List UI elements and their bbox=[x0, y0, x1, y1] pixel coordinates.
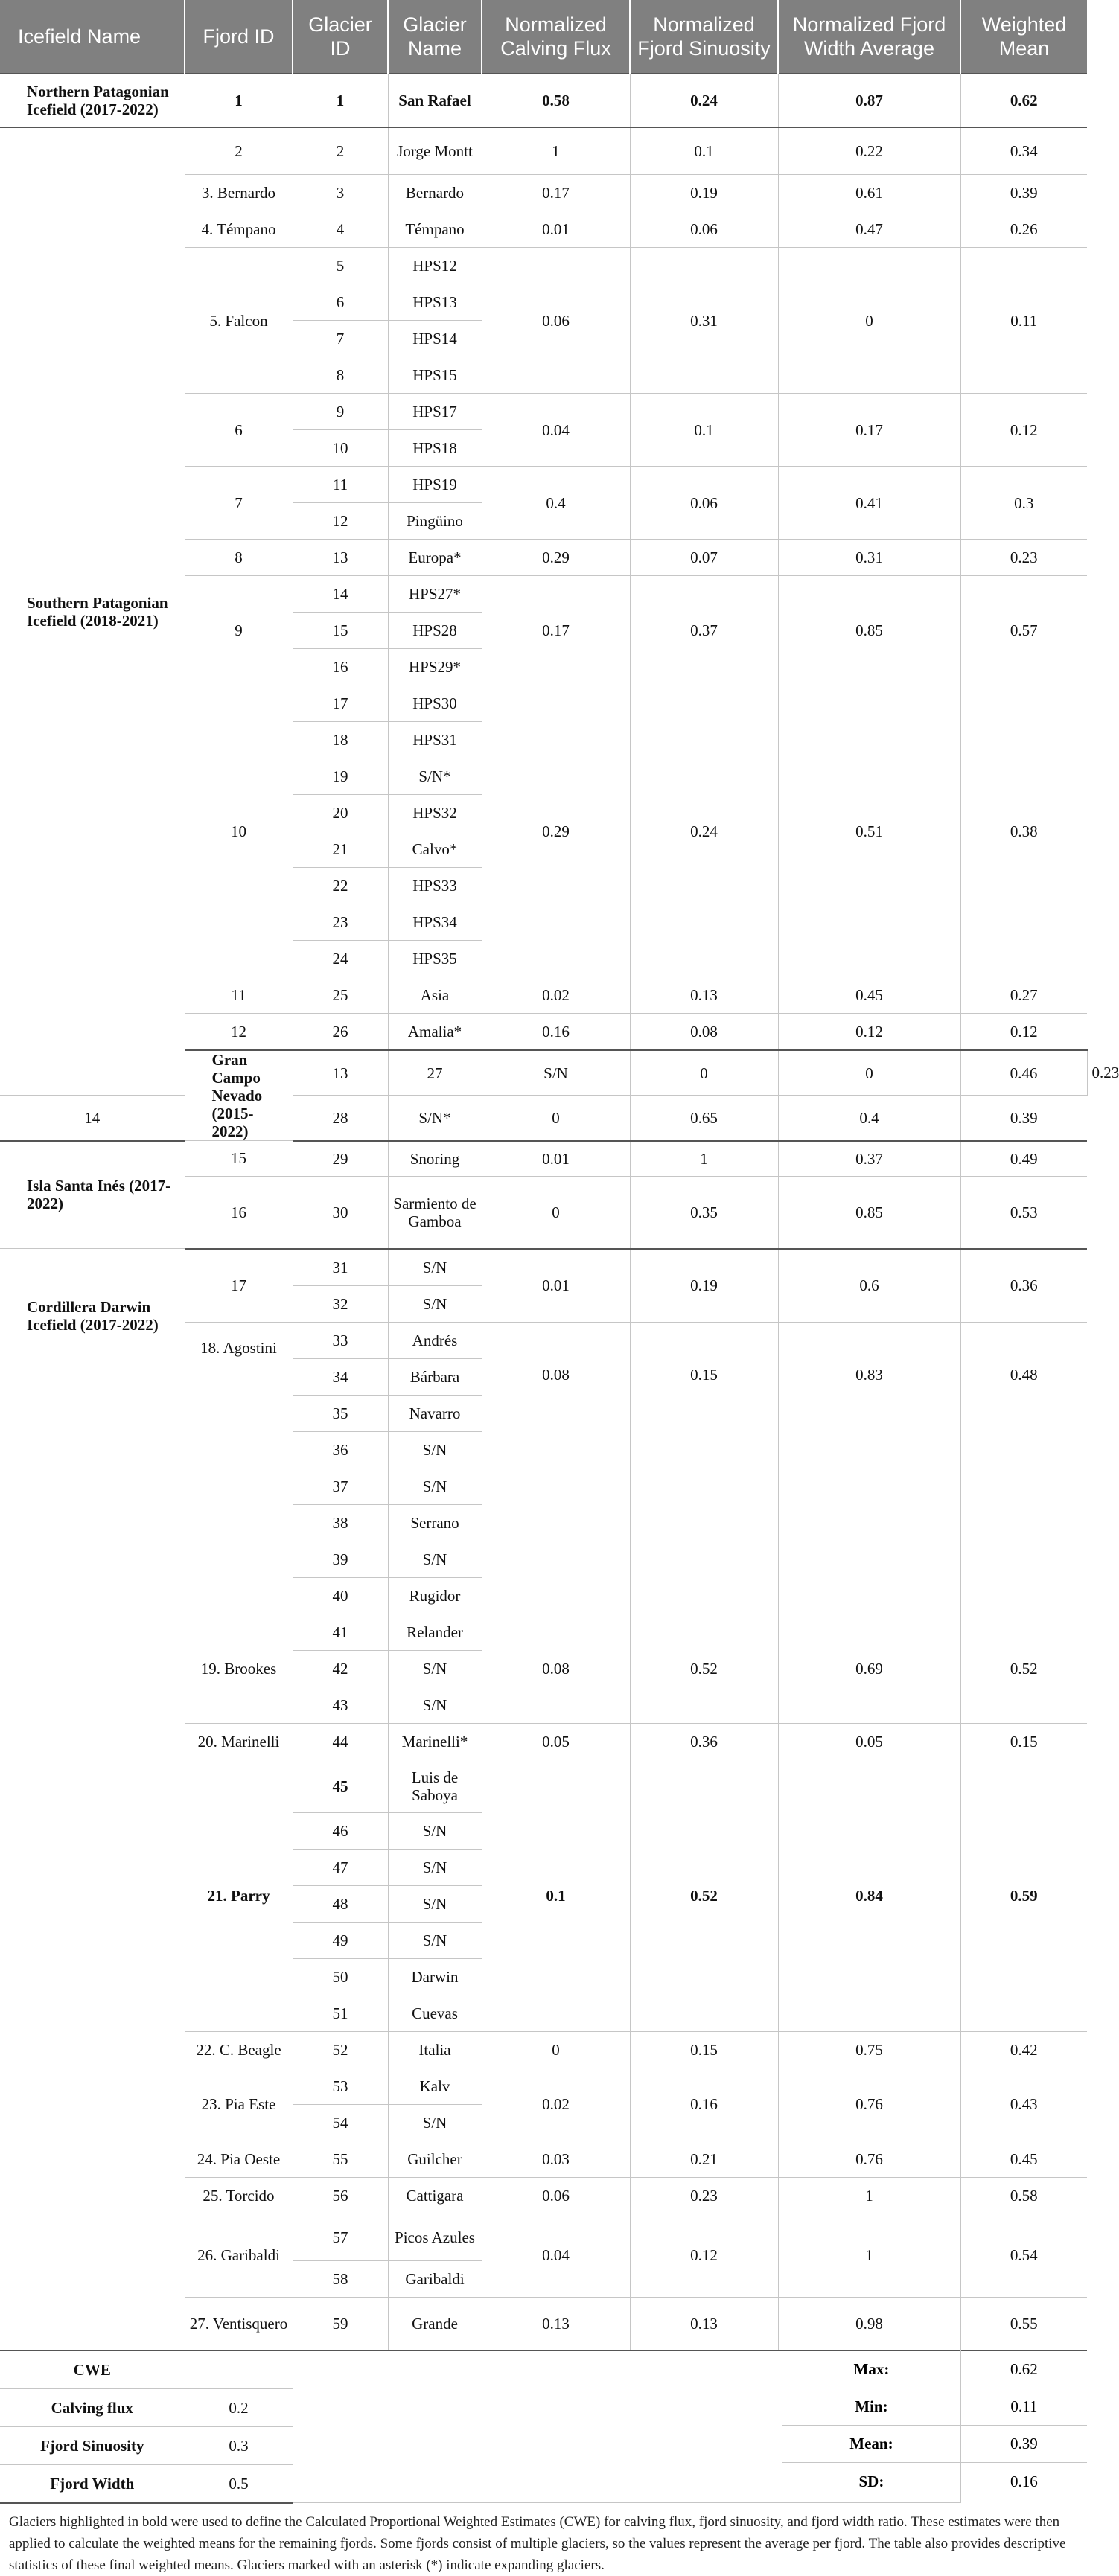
glacier-name: Marinelli* bbox=[388, 1723, 482, 1760]
fjord-sinuosity: 0.1 bbox=[630, 127, 778, 175]
fjord-sinuosity: 0.24 bbox=[630, 685, 778, 977]
fjord-sinuosity: 0.07 bbox=[630, 540, 778, 576]
stats-sd-label: SD: bbox=[782, 2463, 960, 2500]
weighted-mean: 0.45 bbox=[960, 2141, 1087, 2177]
glacier-id: 40 bbox=[293, 1577, 388, 1614]
fjord-id: 26. Garibaldi bbox=[185, 2214, 293, 2297]
weighted-mean: 0.15 bbox=[960, 1723, 1087, 1760]
glacier-name: S/N bbox=[388, 1922, 482, 1958]
header-fjord-sinuosity: Normalized Fjord Sinuosity bbox=[630, 0, 778, 74]
glacier-name: HPS29* bbox=[388, 649, 482, 685]
calving-flux: 0.02 bbox=[482, 2068, 630, 2141]
glacier-id: 49 bbox=[293, 1922, 388, 1958]
glacier-name: Asia bbox=[388, 977, 482, 1014]
header-glacier-name: Glacier Name bbox=[388, 0, 482, 74]
fjord-sinuosity: 0.65 bbox=[630, 1096, 778, 1141]
glacier-id: 59 bbox=[293, 2297, 388, 2350]
fjord-sinuosity: 0.37 bbox=[630, 576, 778, 685]
fjord-id: 19. Brookes bbox=[185, 1614, 293, 1723]
fjord-width: 0.31 bbox=[778, 540, 960, 576]
icefield-name-spi: Southern Patagonian Icefield (2018-2021) bbox=[0, 127, 185, 1096]
table-row bbox=[0, 74, 1087, 127]
glacier-name: S/N bbox=[482, 1050, 630, 1096]
calving-flux: 1 bbox=[482, 127, 630, 175]
glacier-name: HPS35 bbox=[388, 941, 482, 977]
glacier-name: HPS33 bbox=[388, 868, 482, 904]
weighted-mean: 0.36 bbox=[960, 1249, 1087, 1323]
cwe-sinuosity-label: Fjord Sinuosity bbox=[0, 2426, 185, 2464]
glacier-id: 21 bbox=[293, 831, 388, 868]
glacier-id: 34 bbox=[293, 1358, 388, 1395]
fjord-sinuosity: 0.15 bbox=[630, 2031, 778, 2068]
glacier-id: 50 bbox=[293, 1958, 388, 1995]
glacier-name: HPS32 bbox=[388, 795, 482, 831]
glacier-id: 25 bbox=[293, 977, 388, 1014]
stats-min-label: Min: bbox=[782, 2388, 960, 2425]
weighted-mean: 0.39 bbox=[960, 175, 1087, 211]
calving-flux: 0.58 bbox=[482, 74, 630, 127]
glacier-name: HPS14 bbox=[388, 321, 482, 357]
weighted-mean: 0.42 bbox=[960, 2031, 1087, 2068]
glacier-name: Luis de Saboya bbox=[388, 1760, 482, 1812]
glacier-id: 52 bbox=[293, 2031, 388, 2068]
fjord-sinuosity: 0.52 bbox=[630, 1760, 778, 2031]
glacier-id: 57 bbox=[293, 2214, 388, 2260]
stats-sd-value: 0.16 bbox=[960, 2463, 1087, 2500]
calving-flux: 0.29 bbox=[482, 685, 630, 977]
fjord-sinuosity: 0.19 bbox=[630, 175, 778, 211]
glacier-id: 36 bbox=[293, 1431, 388, 1468]
glacier-id: 48 bbox=[293, 1885, 388, 1922]
glacier-id: 35 bbox=[293, 1395, 388, 1431]
fjord-id: 8 bbox=[185, 540, 293, 576]
calving-flux: 0.1 bbox=[482, 1760, 630, 2031]
glacier-name: Guilcher bbox=[388, 2141, 482, 2177]
glacier-name: S/N bbox=[388, 1431, 482, 1468]
glacier-name: HPS17 bbox=[388, 394, 482, 430]
calving-flux: 0.08 bbox=[482, 1614, 630, 1723]
stats-panel bbox=[782, 2350, 1087, 2500]
glacier-name: Europa* bbox=[388, 540, 482, 576]
fjord-id: 18. Agostini bbox=[185, 1322, 293, 1614]
glacier-name: Bárbara bbox=[388, 1358, 482, 1395]
fjord-id: 14 bbox=[0, 1096, 185, 1141]
fjord-width: 0.51 bbox=[778, 685, 960, 977]
calving-flux: 0.05 bbox=[482, 1723, 630, 1760]
fjord-id: 5. Falcon bbox=[185, 248, 293, 394]
glacier-name: Relander bbox=[388, 1614, 482, 1650]
fjord-id: 6 bbox=[185, 394, 293, 467]
glacier-id: 51 bbox=[293, 1995, 388, 2031]
calving-flux: 0.02 bbox=[482, 977, 630, 1014]
fjord-sinuosity: 0.19 bbox=[630, 1249, 778, 1323]
table-row: Gran Campo Nevado (2015-2022) 13 27 S/N 0 0 0.46 0.23 bbox=[0, 1050, 1087, 1096]
glacier-name: S/N bbox=[388, 1885, 482, 1922]
calving-flux: 0 bbox=[482, 1176, 630, 1249]
weighted-mean: 0.11 bbox=[960, 248, 1087, 394]
glacier-id: 58 bbox=[293, 2260, 388, 2297]
fjord-width: 0.17 bbox=[778, 394, 960, 467]
glacier-id: 53 bbox=[293, 2068, 388, 2104]
glacier-name: S/N bbox=[388, 1812, 482, 1849]
glacier-name: Andrés bbox=[388, 1322, 482, 1358]
fjord-id: 4. Témpano bbox=[185, 211, 293, 248]
glacier-name: HPS31 bbox=[388, 722, 482, 758]
weighted-mean: 0.59 bbox=[960, 1760, 1087, 2031]
glacier-id: 20 bbox=[293, 795, 388, 831]
calving-flux: 0.17 bbox=[482, 576, 630, 685]
glacier-id: 23 bbox=[293, 904, 388, 941]
fjord-width: 0.83 bbox=[778, 1322, 960, 1614]
glacier-name: HPS13 bbox=[388, 284, 482, 321]
glacier-id: 14 bbox=[293, 576, 388, 613]
calving-flux: 0.06 bbox=[482, 2177, 630, 2214]
header-weighted-mean: Weighted Mean bbox=[960, 0, 1087, 74]
calving-flux: 0.13 bbox=[482, 2297, 630, 2350]
fjord-width: 0.05 bbox=[778, 1723, 960, 1760]
table-row bbox=[0, 1249, 1087, 1286]
glacier-name: HPS15 bbox=[388, 357, 482, 394]
glacier-id: 3 bbox=[293, 175, 388, 211]
glacier-id: 54 bbox=[293, 2104, 388, 2141]
fjord-id: 1 bbox=[185, 74, 293, 127]
glacier-name: HPS28 bbox=[388, 613, 482, 649]
glacier-id: 18 bbox=[293, 722, 388, 758]
fjord-id: 7 bbox=[185, 467, 293, 540]
stats-mean-value: 0.39 bbox=[960, 2426, 1087, 2462]
weighted-mean: 0.12 bbox=[960, 394, 1087, 467]
glacier-name: S/N* bbox=[388, 758, 482, 795]
fjord-width: 0.85 bbox=[778, 576, 960, 685]
fjord-sinuosity: 0.16 bbox=[630, 2068, 778, 2141]
calving-flux: 0.16 bbox=[482, 1014, 630, 1051]
fjord-id: 22. C. Beagle bbox=[185, 2031, 293, 2068]
stats-max-value: 0.62 bbox=[960, 2350, 1087, 2388]
fjord-sinuosity: 0.23 bbox=[630, 2177, 778, 2214]
glacier-id: 26 bbox=[293, 1014, 388, 1051]
fjord-sinuosity: 0 bbox=[778, 1050, 960, 1096]
icefield-name-isi: Isla Santa Inés (2017-2022) bbox=[0, 1141, 185, 1249]
cwe-calving-label: Calving flux bbox=[0, 2388, 185, 2426]
weighted-mean: 0.54 bbox=[960, 2214, 1087, 2297]
fjord-id: 16 bbox=[185, 1176, 293, 1249]
weighted-mean: 0.23 bbox=[960, 540, 1087, 576]
table-row bbox=[0, 127, 1087, 175]
fjord-width: 0.76 bbox=[778, 2141, 960, 2177]
fjord-width: 1 bbox=[778, 2177, 960, 2214]
glacier-name: Rugidor bbox=[388, 1577, 482, 1614]
glacier-name: S/N bbox=[388, 1285, 482, 1322]
weighted-mean: 0.52 bbox=[960, 1614, 1087, 1723]
glacier-id: 2 bbox=[293, 127, 388, 175]
glacier-id: 28 bbox=[293, 1096, 388, 1141]
fjord-width: 0.76 bbox=[778, 2068, 960, 2141]
fjord-width: 0.75 bbox=[778, 2031, 960, 2068]
calving-flux: 0.03 bbox=[482, 2141, 630, 2177]
header-fjord-id: Fjord ID bbox=[185, 0, 293, 74]
glacier-id: 29 bbox=[293, 1141, 388, 1177]
calving-flux: 0.04 bbox=[482, 394, 630, 467]
weighted-mean: 0.3 bbox=[960, 467, 1087, 540]
glacier-name: Serrano bbox=[388, 1504, 482, 1541]
glacier-id: 22 bbox=[293, 868, 388, 904]
glacier-id: 17 bbox=[293, 685, 388, 722]
glacier-id: 12 bbox=[293, 503, 388, 540]
fjord-id: 10 bbox=[185, 685, 293, 977]
fjord-width: 0.84 bbox=[778, 1760, 960, 2031]
glacier-name: S/N bbox=[388, 2104, 482, 2141]
header-icefield-name: Icefield Name bbox=[0, 0, 185, 74]
stats-row-min bbox=[782, 2388, 1087, 2426]
glacier-name: Cuevas bbox=[388, 1995, 482, 2031]
cwe-width-label: Fjord Width bbox=[0, 2464, 185, 2503]
glacier-name: Picos Azules bbox=[388, 2214, 482, 2260]
glacier-id: 56 bbox=[293, 2177, 388, 2214]
weighted-mean: 0.55 bbox=[960, 2297, 1087, 2350]
glacier-name: HPS34 bbox=[388, 904, 482, 941]
fjord-width: 0.41 bbox=[778, 467, 960, 540]
fjord-width: 0.69 bbox=[778, 1614, 960, 1723]
weighted-mean: 0.38 bbox=[960, 685, 1087, 977]
glacier-name: Sarmiento de Gamboa bbox=[388, 1176, 482, 1249]
fjord-sinuosity: 0.52 bbox=[630, 1614, 778, 1723]
glacier-id: 5 bbox=[293, 248, 388, 284]
calving-flux: 0.06 bbox=[482, 248, 630, 394]
glacier-name: S/N bbox=[388, 1249, 482, 1286]
fjord-id: 13 bbox=[293, 1050, 388, 1096]
weighted-mean: 0.62 bbox=[960, 74, 1087, 127]
table-header bbox=[0, 0, 1087, 74]
calving-flux: 0 bbox=[630, 1050, 778, 1096]
fjord-width: 0.98 bbox=[778, 2297, 960, 2350]
fjord-width: 0.45 bbox=[778, 977, 960, 1014]
fjord-id: 2 bbox=[185, 127, 293, 175]
fjord-sinuosity: 0.31 bbox=[630, 248, 778, 394]
glacier-name: HPS27* bbox=[388, 576, 482, 613]
glacier-id: 31 bbox=[293, 1249, 388, 1286]
table-footnote: Glaciers highlighted in bold were used to define the Calculated Proportional Weighted Estimates (CWE) for calving flux, fjord sinuosity, and fjord width ratio. These estimates were then applied to calculate the weighted means for the remaining fjords. Some fjords consist of multiple glaciers, so the values represent the average per fjord. The table also provides descriptive statistics of these final weighted means. Glaciers marked with an asterisk (*) indicate expanding glaciers. bbox=[9, 2514, 1066, 2573]
fjord-sinuosity: 0.12 bbox=[630, 2214, 778, 2297]
glacier-id: 13 bbox=[293, 540, 388, 576]
stats-row-sd bbox=[782, 2463, 1087, 2500]
glacier-id: 37 bbox=[293, 1468, 388, 1504]
fjord-id: 9 bbox=[185, 576, 293, 685]
weighted-mean: 0.48 bbox=[960, 1322, 1087, 1614]
fjord-id: 12 bbox=[185, 1014, 293, 1051]
fjord-sinuosity: 1 bbox=[630, 1141, 778, 1177]
fjord-width: 0.47 bbox=[778, 211, 960, 248]
icefield-name-npi: Northern Patagonian Icefield (2017-2022) bbox=[0, 74, 185, 127]
glacier-id: 1 bbox=[293, 74, 388, 127]
glacier-name: Pingüino bbox=[388, 503, 482, 540]
fjord-id: 17 bbox=[185, 1249, 293, 1323]
fjord-sinuosity: 0.06 bbox=[630, 211, 778, 248]
icefield-name-gcn: Gran Campo Nevado (2015-2022) bbox=[185, 1050, 293, 1141]
header-fjord-width: Normalized Fjord Width Average bbox=[778, 0, 960, 74]
glacier-id: 8 bbox=[293, 357, 388, 394]
fjord-width: 0.22 bbox=[778, 127, 960, 175]
glacier-id: 10 bbox=[293, 430, 388, 467]
calving-flux: 0.01 bbox=[482, 1141, 630, 1177]
fjord-width: 1 bbox=[778, 2214, 960, 2297]
calving-flux: 0.29 bbox=[482, 540, 630, 576]
glacier-id: 4 bbox=[293, 211, 388, 248]
fjord-width: 0.85 bbox=[778, 1176, 960, 1249]
weighted-mean: 0.27 bbox=[960, 977, 1087, 1014]
glacier-name: HPS18 bbox=[388, 430, 482, 467]
glacier-id: 27 bbox=[388, 1050, 482, 1096]
glacier-id: 42 bbox=[293, 1650, 388, 1687]
glacier-id: 15 bbox=[293, 613, 388, 649]
fjord-width: 0.12 bbox=[778, 1014, 960, 1051]
fjord-id: 15 bbox=[185, 1141, 293, 1177]
header-calving-flux: Normalized Calving Flux bbox=[482, 0, 630, 74]
glacier-name: Grande bbox=[388, 2297, 482, 2350]
fjord-sinuosity: 0.13 bbox=[630, 2297, 778, 2350]
fjord-id: 21. Parry bbox=[185, 1760, 293, 2031]
fjord-sinuosity: 0.35 bbox=[630, 1176, 778, 1249]
calving-flux: 0.17 bbox=[482, 175, 630, 211]
glacier-id: 47 bbox=[293, 1849, 388, 1885]
fjord-id: 11 bbox=[185, 977, 293, 1014]
weighted-mean: 0.12 bbox=[960, 1014, 1087, 1051]
glacier-name: S/N bbox=[388, 1650, 482, 1687]
glacier-id: 39 bbox=[293, 1541, 388, 1577]
glacier-name: HPS30 bbox=[388, 685, 482, 722]
glacier-id: 32 bbox=[293, 1285, 388, 1322]
glacier-id: 55 bbox=[293, 2141, 388, 2177]
calving-flux: 0.4 bbox=[482, 467, 630, 540]
calving-flux: 0 bbox=[482, 1096, 630, 1141]
calving-flux: 0.01 bbox=[482, 211, 630, 248]
glacier-name: Amalia* bbox=[388, 1014, 482, 1051]
glacier-id: 19 bbox=[293, 758, 388, 795]
cwe-width-value: 0.5 bbox=[185, 2464, 293, 2503]
glacier-id: 38 bbox=[293, 1504, 388, 1541]
glacier-id: 44 bbox=[293, 1723, 388, 1760]
glacier-id: 7 bbox=[293, 321, 388, 357]
weighted-mean: 0.43 bbox=[960, 2068, 1087, 2141]
glacier-id: 43 bbox=[293, 1687, 388, 1723]
glacier-name: Navarro bbox=[388, 1395, 482, 1431]
fjord-sinuosity: 0.08 bbox=[630, 1014, 778, 1051]
stats-mean-label: Mean: bbox=[782, 2426, 960, 2462]
calving-flux: 0.04 bbox=[482, 2214, 630, 2297]
fjord-sinuosity: 0.06 bbox=[630, 467, 778, 540]
glacier-name: Italia bbox=[388, 2031, 482, 2068]
calving-flux: 0.08 bbox=[482, 1322, 630, 1614]
glacier-name: Kalv bbox=[388, 2068, 482, 2104]
fjord-id: 27. Ventisquero bbox=[185, 2297, 293, 2350]
glacier-name: Cattigara bbox=[388, 2177, 482, 2214]
cwe-label: CWE bbox=[0, 2350, 185, 2389]
glacier-id: 6 bbox=[293, 284, 388, 321]
weighted-mean: 0.58 bbox=[960, 2177, 1087, 2214]
fjord-sinuosity: 0.1 bbox=[630, 394, 778, 467]
glacier-name: S/N bbox=[388, 1687, 482, 1723]
glacier-id: 9 bbox=[293, 394, 388, 430]
cwe-sinuosity-value: 0.3 bbox=[185, 2426, 293, 2464]
fjord-id: 23. Pia Este bbox=[185, 2068, 293, 2141]
fjord-width: 0.6 bbox=[778, 1249, 960, 1323]
weighted-mean: 0.26 bbox=[960, 211, 1087, 248]
glacier-id: 46 bbox=[293, 1812, 388, 1849]
fjord-sinuosity: 0.15 bbox=[630, 1322, 778, 1614]
fjord-sinuosity: 0.13 bbox=[630, 977, 778, 1014]
glacier-name: Darwin bbox=[388, 1958, 482, 1995]
weighted-mean: 0.53 bbox=[960, 1176, 1087, 1249]
glacier-name: S/N bbox=[388, 1468, 482, 1504]
stats-row-mean bbox=[782, 2426, 1087, 2463]
weighted-mean: 0.57 bbox=[960, 576, 1087, 685]
stats-row-max bbox=[782, 2350, 1087, 2388]
weighted-mean: 0.39 bbox=[960, 1096, 1087, 1141]
cwe-calving-value: 0.2 bbox=[185, 2388, 293, 2426]
glacier-name: Jorge Montt bbox=[388, 127, 482, 175]
fjord-id: 20. Marinelli bbox=[185, 1723, 293, 1760]
glacier-id: 24 bbox=[293, 941, 388, 977]
fjord-sinuosity: 0.24 bbox=[630, 74, 778, 127]
fjord-width: 0.37 bbox=[778, 1141, 960, 1177]
fjord-width: 0 bbox=[778, 248, 960, 394]
glacier-id: 11 bbox=[293, 467, 388, 503]
stats-max-label: Max: bbox=[782, 2350, 960, 2388]
glacier-name: HPS12 bbox=[388, 248, 482, 284]
glacier-id: 41 bbox=[293, 1614, 388, 1650]
glacier-name: S/N bbox=[388, 1541, 482, 1577]
calving-flux: 0 bbox=[482, 2031, 630, 2068]
cwe-empty bbox=[185, 2350, 293, 2389]
fjord-width: 0.4 bbox=[778, 1096, 960, 1141]
fjord-id: 25. Torcido bbox=[185, 2177, 293, 2214]
calving-flux: 0.01 bbox=[482, 1249, 630, 1323]
table-row bbox=[0, 1096, 1087, 1141]
fjord-id: 3. Bernardo bbox=[185, 175, 293, 211]
weighted-mean: 0.34 bbox=[960, 127, 1087, 175]
glacier-id: 33 bbox=[293, 1322, 388, 1358]
glacier-name: Bernardo bbox=[388, 175, 482, 211]
glacier-name: Témpano bbox=[388, 211, 482, 248]
glacier-name: San Rafael bbox=[388, 74, 482, 127]
glacier-name: S/N* bbox=[388, 1096, 482, 1141]
weighted-mean: 0.49 bbox=[960, 1141, 1087, 1177]
header-glacier-id: Glacier ID bbox=[293, 0, 388, 74]
fjord-width: 0.87 bbox=[778, 74, 960, 127]
glacier-id: 16 bbox=[293, 649, 388, 685]
glacier-name: Garibaldi bbox=[388, 2260, 482, 2297]
icefield-name-cdi: Cordillera Darwin Icefield (2017-2022) bbox=[0, 1249, 185, 2350]
glacier-id: 45 bbox=[293, 1760, 388, 1812]
fjord-id: 24. Pia Oeste bbox=[185, 2141, 293, 2177]
fjord-width: 0.46 bbox=[960, 1050, 1087, 1096]
glacier-name: S/N bbox=[388, 1849, 482, 1885]
stats-min-value: 0.11 bbox=[960, 2388, 1087, 2425]
fjord-width: 0.61 bbox=[778, 175, 960, 211]
glacier-name: Calvo* bbox=[388, 831, 482, 868]
glacier-id: 30 bbox=[293, 1176, 388, 1249]
table-row bbox=[0, 1141, 1087, 1177]
fjord-sinuosity: 0.36 bbox=[630, 1723, 778, 1760]
fjord-sinuosity: 0.21 bbox=[630, 2141, 778, 2177]
glacier-name: Snoring bbox=[388, 1141, 482, 1177]
glacier-name: HPS19 bbox=[388, 467, 482, 503]
